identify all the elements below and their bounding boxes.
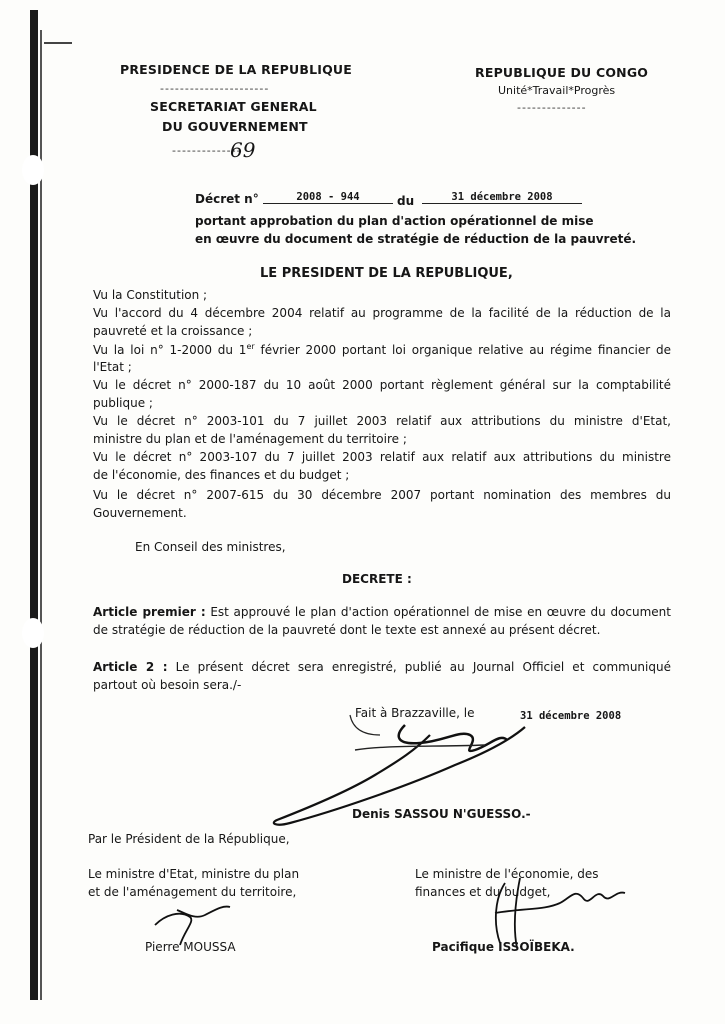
president-name: Denis SASSOU N'GUESSO.- — [352, 807, 531, 821]
visa-line: Vu le décret n° 2003-107 du 7 juillet 2003 relatif aux relatif aux attributions du ministre — [93, 450, 671, 464]
decree-number: 2008 - 944 — [263, 191, 393, 204]
visa-line: publique ; — [93, 396, 153, 410]
president-title: LE PRESIDENT DE LA REPUBLIQUE, — [260, 266, 513, 281]
decree-prefix: Décret n° — [195, 192, 259, 206]
decree-subject-line1: portant approbation du plan d'action opérationnel de mise — [195, 214, 594, 228]
par-le-president: Par le Président de la République, — [88, 832, 290, 846]
secretariat-heading: SECRETARIAT GENERAL — [150, 99, 317, 114]
minister-left-line2: et de l'aménagement du territoire, — [88, 885, 297, 899]
article1-line1 — [93, 605, 671, 619]
article2-label: Article 2 : — [93, 660, 168, 674]
decrete-heading: DECRETE : — [342, 572, 412, 586]
article1-line2: de stratégie de réduction de la pauvreté dont le texte est annexé au présent décret. — [93, 623, 601, 637]
decree-du: du — [397, 194, 415, 208]
visa-line: ministre du plan et de l'aménagement du territoire ; — [93, 432, 407, 446]
header-left-dashes-top: ---------------------- — [160, 82, 270, 95]
visa-text: Vu la loi n° 1-2000 du 1 — [93, 343, 247, 357]
minister-right-name: Pacifique ISSOÏBEKA. — [432, 940, 575, 954]
punch-hole-bottom — [22, 618, 44, 648]
decree-subject-line2: en œuvre du document de stratégie de réduction de la pauvreté. — [195, 232, 637, 246]
fait-date: 31 décembre 2008 — [520, 710, 622, 722]
visa-line: Vu le décret n° 2007-615 du 30 décembre 2007 portant nomination des membres du — [93, 488, 671, 502]
article2-line2: partout où besoin sera./- — [93, 678, 242, 692]
visa-line: l'Etat ; — [93, 360, 132, 374]
visa-line: de l'économie, des finances et du budget ; — [93, 468, 350, 482]
minister-left-name: Pierre MOUSSA — [145, 940, 236, 954]
minister-left-line1: Le ministre d'Etat, ministre du plan — [88, 867, 300, 881]
article2-text: Le présent décret sera enregistré, publié au Journal Officiel et communiqué — [167, 660, 671, 674]
conseil-line: En Conseil des ministres, — [135, 540, 286, 554]
visa-line — [93, 342, 671, 357]
visa-text: février 2000 portant loi organique relative au régime financier de — [254, 343, 671, 357]
superscript: er — [246, 342, 255, 351]
header-right-dashes: -------------- — [517, 101, 587, 114]
header-left-dashes-bottom: -------------- — [172, 144, 242, 157]
margin-mark — [44, 42, 72, 44]
visa-line: Vu le décret n° 2000-187 du 10 août 2000 portant règlement général sur la comptabilité — [93, 378, 671, 392]
devise: Unité*Travail*Progrès — [498, 84, 616, 97]
article1-label: Article premier : — [93, 605, 206, 619]
fait-text: Fait à Brazzaville, le — [355, 706, 475, 720]
decree-date: 31 décembre 2008 — [422, 191, 582, 204]
article2-line1 — [93, 660, 671, 674]
republique-heading: REPUBLIQUE DU CONGO — [475, 65, 649, 80]
handwritten-number: 69 — [230, 138, 256, 162]
visa-line: pauvreté et la croissance ; — [93, 324, 253, 338]
visa-line: Vu la Constitution ; — [93, 288, 208, 302]
minister-right-line1: Le ministre de l'économie, des — [415, 867, 599, 881]
visa-line: Vu le décret n° 2003-101 du 7 juillet 2003 relatif aux attributions du ministre d'Etat, — [93, 414, 671, 428]
punch-hole-top — [22, 155, 44, 185]
presidence-heading: PRESIDENCE DE LA REPUBLIQUE — [120, 62, 353, 77]
visa-line: Gouvernement. — [93, 506, 187, 520]
article1-text: Est approuvé le plan d'action opérationnel de mise en œuvre du document — [205, 605, 671, 619]
gouvernement-heading: DU GOUVERNEMENT — [162, 119, 308, 134]
minister-right-line2: finances et du budget, — [415, 885, 551, 899]
visa-line: Vu l'accord du 4 décembre 2004 relatif au programme de la facilité de la réduction de la — [93, 306, 671, 320]
